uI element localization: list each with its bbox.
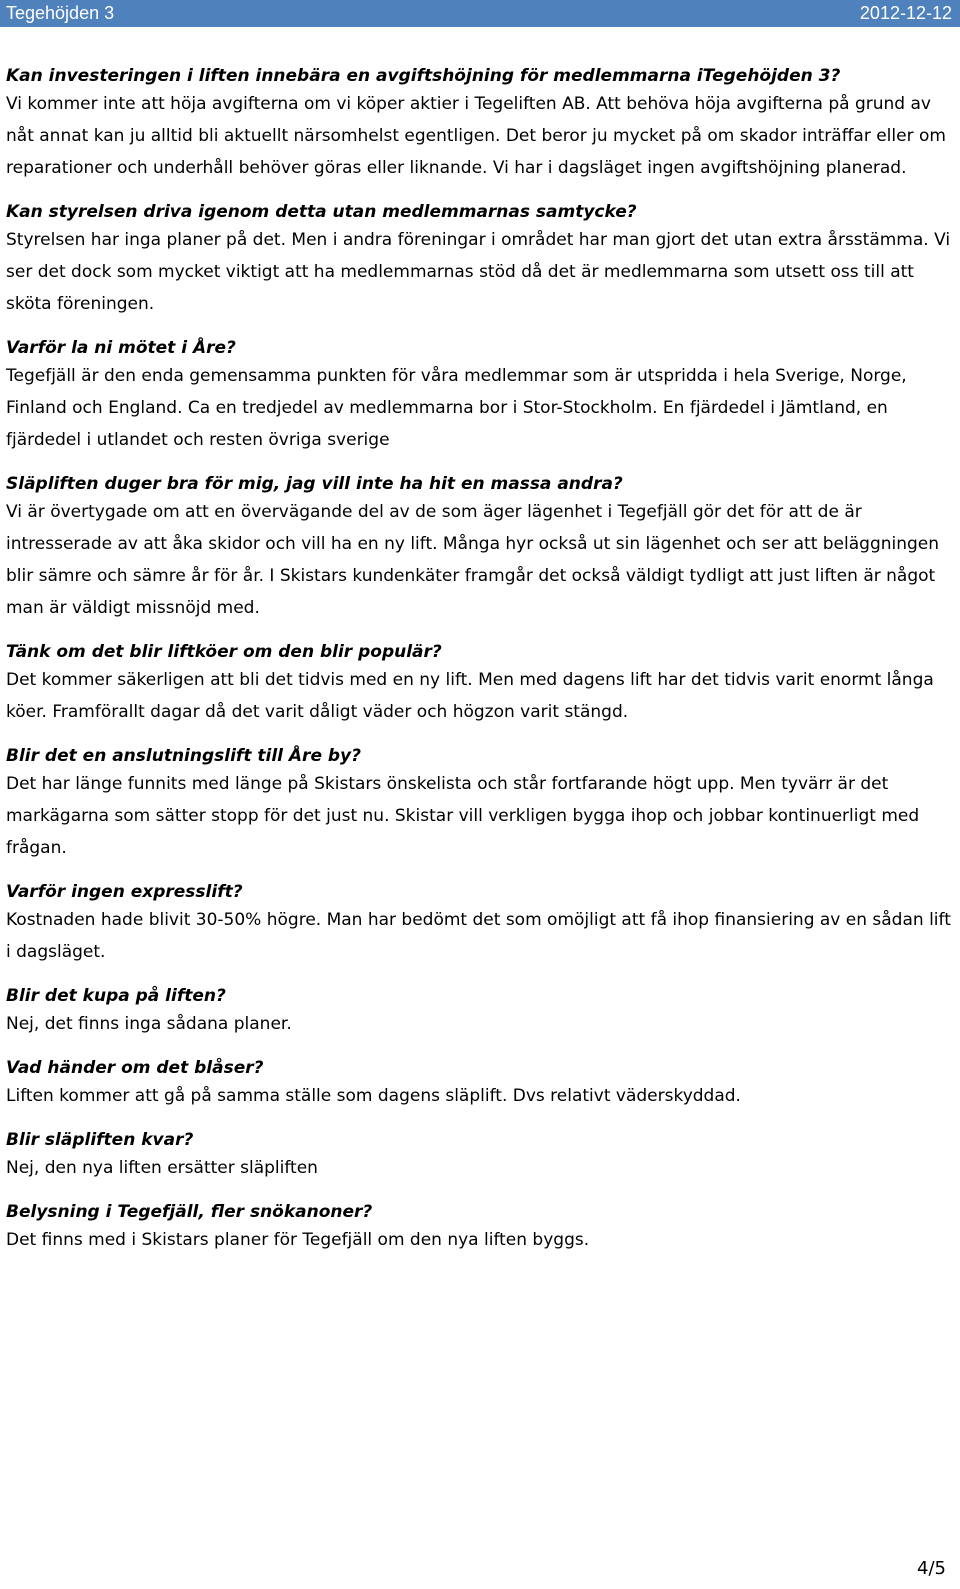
faq-content	[6, 64, 954, 1256]
faq-answer: Styrelsen har inga planer på det. Men i andra föreningar i området har man gjort det utan extra årsstämma. Vi ser det dock som mycket viktigt att ha medlemmarnas stöd då det är medlemmarna som utsett oss till att sköta föreningen.	[6, 230, 951, 314]
faq-answer: Det kommer säkerligen att bli det tidvis med en ny lift. Men med dagens lift har det tidvis varit enormt långa köer. Framförallt dagar då det varit dåligt väder och högzon varit stängd.	[6, 670, 934, 722]
faq-item	[6, 984, 954, 1040]
faq-item	[6, 200, 954, 320]
faq-question: Varför la ni mötet i Åre?	[6, 338, 236, 358]
faq-item	[6, 640, 954, 728]
faq-question: Kan investeringen i liften innebära en avgiftshöjning för medlemmarna iTegehöjden 3?	[6, 66, 841, 86]
faq-question: Tänk om det blir liftköer om den blir populär?	[6, 642, 442, 662]
faq-item	[6, 1056, 954, 1112]
faq-answer: Tegefjäll är den enda gemensamma punkten för våra medlemmar som är utspridda i hela Sverige, Norge, Finland och England. Ca en tredjedel av medlemmarna bor i Stor-Stockholm. En fjärdedel i Jämtland, en fjärdedel i utlandet och resten övriga sverige	[6, 366, 907, 450]
faq-question: Belysning i Tegefjäll, fler snökanoner?	[6, 1202, 373, 1222]
faq-question: Kan styrelsen driva igenom detta utan medlemmarnas samtycke?	[6, 202, 637, 222]
faq-item	[6, 336, 954, 456]
page-header	[0, 0, 960, 27]
faq-item	[6, 1128, 954, 1184]
faq-question: Blir det kupa på liften?	[6, 986, 226, 1006]
faq-answer: Det har länge funnits med länge på Skistars önskelista och står fortfarande högt upp. Men tyvärr är det markägarna som sätter stopp för det just nu. Skistar vill verkligen bygga ihop och jobbar kontinuerligt med frågan.	[6, 774, 920, 858]
faq-answer: Kostnaden hade blivit 30-50% högre. Man har bedömt det som omöjligt att få ihop finansiering av en sådan lift i dagsläget.	[6, 910, 951, 962]
faq-item	[6, 64, 954, 184]
faq-question: Släpliften duger bra för mig, jag vill inte ha hit en massa andra?	[6, 474, 623, 494]
faq-answer: Det finns med i Skistars planer för Tegefjäll om den nya liften byggs.	[6, 1230, 590, 1250]
faq-item	[6, 472, 954, 624]
faq-question: Varför ingen expresslift?	[6, 882, 243, 902]
faq-answer: Vi kommer inte att höja avgifterna om vi köper aktier i Tegeliften AB. Att behöva höja avgifterna på grund av nåt annat kan ju alltid bli aktuellt närsomhelst egentligen. Det beror ju mycket på om skador inträffar eller om reparationer och underhåll behöver göras eller liknande. Vi har i dagsläget ingen avgiftshöjning planerad.	[6, 94, 946, 178]
faq-answer: Vi är övertygade om att en övervägande del av de som äger lägenhet i Tegefjäll gör det för att de är intresserade av att åka skidor och vill ha en ny lift. Många hyr också ut sin lägenhet och ser att beläggningen blir sämre och sämre år för år. I Skistars kundenkäter framgår det också väldigt tydligt att just liften är något man är väldigt missnöjd med.	[6, 502, 940, 618]
faq-item	[6, 1200, 954, 1256]
faq-answer: Nej, den nya liften ersätter släpliften	[6, 1158, 318, 1178]
document-date: 2012-12-12	[859, 3, 952, 23]
page-number: 4/5	[917, 1558, 946, 1579]
faq-question: Vad händer om det blåser?	[6, 1058, 264, 1078]
faq-answer: Nej, det finns inga sådana planer.	[6, 1014, 292, 1034]
document-title: Tegehöjden 3	[6, 3, 115, 23]
faq-item	[6, 880, 954, 968]
faq-question: Blir släpliften kvar?	[6, 1130, 194, 1150]
faq-item	[6, 744, 954, 864]
faq-answer: Liften kommer att gå på samma ställe som dagens släplift. Dvs relativt väderskyddad.	[6, 1086, 741, 1106]
faq-question: Blir det en anslutningslift till Åre by?	[6, 746, 361, 766]
